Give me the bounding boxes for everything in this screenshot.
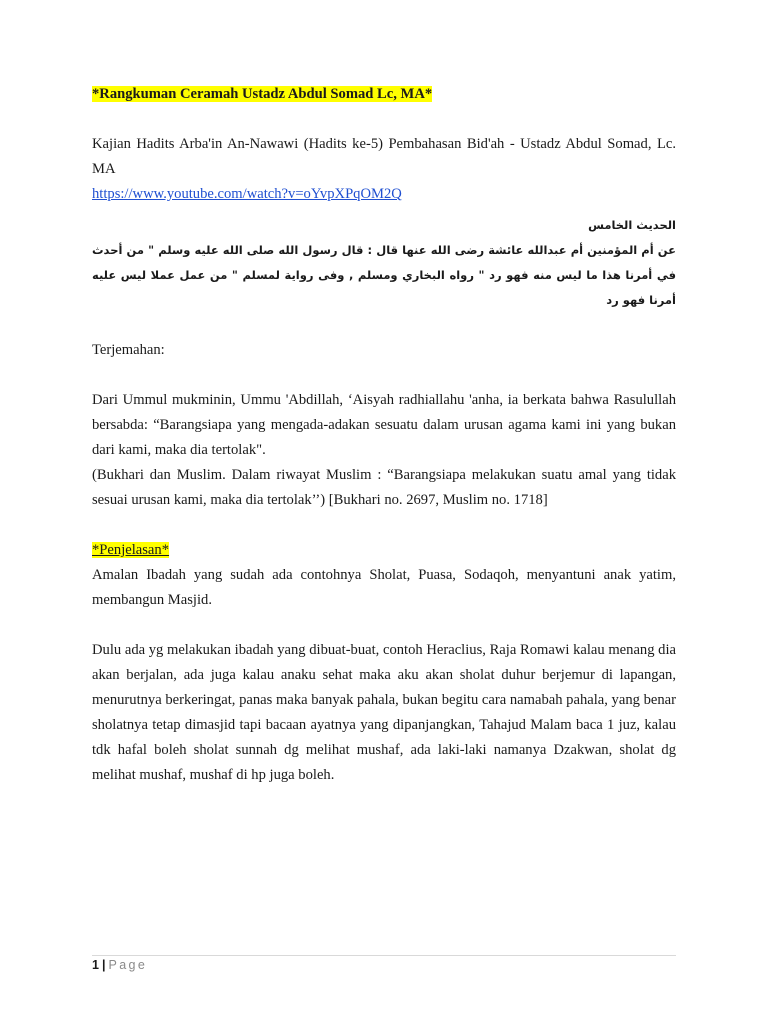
translation-paragraph-1: Dari Ummul mukminin, Ummu 'Abdillah, ‘Aisyah radhiallahu 'anha, ia berkata bahwa Rasulullah bersabda: “Barangsiapa yang mengada-adakan sesuatu dalam urusan agama kami ini yang bukan dari kami, maka dia tertolak". xyxy=(92,392,676,458)
spacer xyxy=(92,313,676,338)
video-link-line xyxy=(92,182,676,207)
document-page xyxy=(92,82,676,788)
explanation-paragraph-1: Amalan Ibadah yang sudah ada contohnya Sholat, Puasa, Sodaqoh, menyantuni anak yatim, membangun Masjid. xyxy=(92,567,676,608)
page-label: Page xyxy=(108,958,148,972)
spacer xyxy=(92,363,676,388)
translation-paragraph-2: (Bukhari dan Muslim. Dalam riwayat Muslim : “Barangsiapa melakukan suatu amal yang tidak sesuai urusan kami, maka dia tertolak’’) [Bukhari no. 2697, Muslim no. 1718] xyxy=(92,467,676,508)
spacer xyxy=(92,513,676,538)
intro-text: Kajian Hadits Arba'in An-Nawawi (Hadits ke-5) Pembahasan Bid'ah - Ustadz Abdul Somad, Lc. MA xyxy=(92,136,676,177)
video-link[interactable]: https://www.youtube.com/watch?v=oYvpXPqOM2Q xyxy=(92,186,402,202)
explanation-heading xyxy=(92,538,676,563)
footer-separator: | xyxy=(101,958,106,972)
arabic-heading: الحديث الخامس xyxy=(588,218,676,232)
document-title xyxy=(92,82,676,107)
arabic-hadith-text: عن أم المؤمنين أم عبدالله عائشة رضى الله عنها قال : قال رسول الله صلى الله عليه وسلم " من أحدث في أمرنا هذا ما ليس منه فهو رد " رواه البخاري ومسلم , وفى رواية لمسلم " من عمل عملا ليس عليه أمرنا فهو رد xyxy=(92,243,676,307)
explanation-heading-text: *Penjelasan* xyxy=(92,542,170,558)
translation-label: Terjemahan: xyxy=(92,342,165,358)
page-footer xyxy=(92,956,147,974)
explanation-paragraph-2: Dulu ada yg melakukan ibadah yang dibuat-buat, contoh Heraclius, Raja Romawi kalau menang dia akan berjalan, ada juga kalau anaku sehat maka aku akan sholat duhur berjemur di lapangan, menurutnya berkeringat, panas maka banyak pahala, bukan begitu cara namabah pahala, yang benar sholatnya tetap dimasjid tapi bacaan ayatnya yang dipanjangkan, Tahajud Malam baca 1 juz, kalau tdk hafal boleh sholat sunnah dg melihat mushaf, ada laki-laki namanya Dzakwan, sholat dg melihat mushaf, mushaf di hp juga boleh. xyxy=(92,642,676,783)
title-highlight: *Rangkuman Ceramah Ustadz Abdul Somad Lc, MA* xyxy=(92,86,433,102)
page-number: 1 xyxy=(92,958,99,972)
spacer xyxy=(92,107,676,132)
spacer xyxy=(92,613,676,638)
footer-divider xyxy=(92,955,676,956)
